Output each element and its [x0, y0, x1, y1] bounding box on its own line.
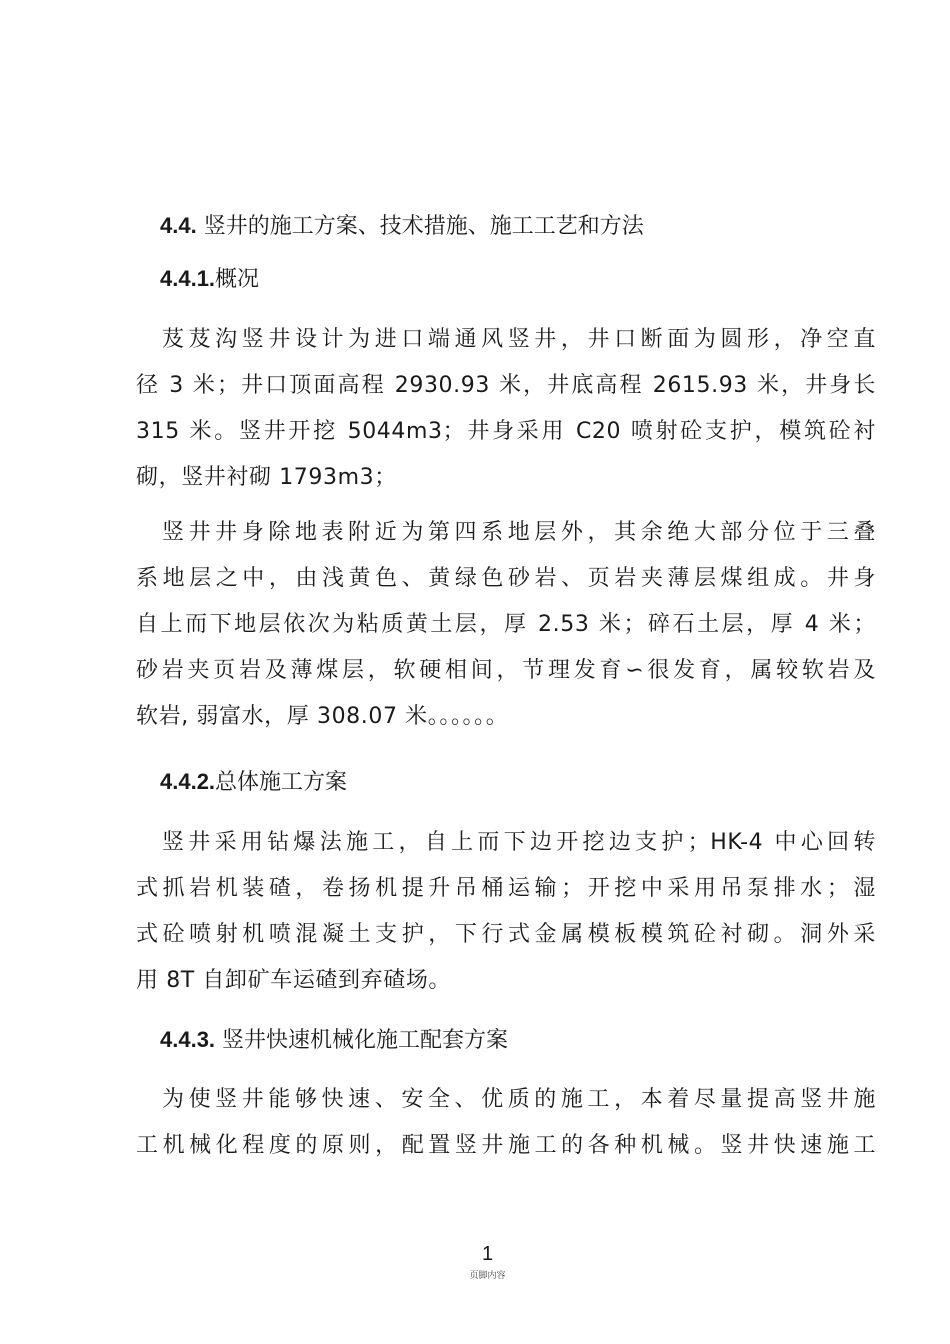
section-heading-4-4-1	[160, 264, 259, 295]
section-number: 4.4.1.	[160, 266, 216, 291]
paragraph-line: 式抓岩机装碴，卷扬机提升吊桶运输；开挖中采用吊泵排水；湿	[136, 876, 876, 901]
paragraph-line: 竖井采用钻爆法施工，自上而下边开挖边支护；HK-4 中心回转	[162, 830, 876, 855]
paragraph-geology	[136, 510, 876, 740]
paragraph-line: 为使竖井能够快速、安全、优质的施工，本着尽量提高竖井施	[162, 1087, 876, 1112]
paragraph-general-plan	[136, 820, 876, 1004]
paragraph-mechanization	[136, 1077, 876, 1169]
paragraph-line: 竖井井身除地表附近为第四系地层外，其余绝大部分位于三叠	[162, 520, 876, 545]
paragraph-line: 工机械化程度的原则，配置竖井施工的各种机械。竖井快速施工	[136, 1133, 876, 1158]
section-heading-4-4-2	[160, 767, 347, 798]
section-number: 4.4.2.	[160, 769, 216, 794]
section-title: 竖井快速机械化施工配套方案	[215, 1028, 509, 1053]
page-number: 1	[481, 1243, 494, 1265]
section-title: 竖井的施工方案、技术措施、施工工艺和方法	[196, 214, 644, 239]
paragraph-line: 系地层之中，由浅黄色、黄绿色砂岩、页岩夹薄层煤组成。井身	[136, 566, 876, 591]
paragraph-line: 式砼喷射机喷混凝土支护，下行式金属模板模筑砼衬砌。洞外采	[136, 922, 876, 947]
paragraph-line: 软岩, 弱富水，厚 308.07 米。。。。。。	[136, 704, 509, 729]
section-heading-4-4	[160, 211, 644, 242]
paragraph-line: 自上而下地层依次为粘质黄土层，厚 2.53 米；碎石土层，厚 4 米；	[136, 612, 876, 637]
section-title: 概况	[215, 267, 260, 292]
footer-text: 页脚内容	[469, 1271, 506, 1281]
paragraph-line: 用 8T 自卸矿车运碴到弃碴场。	[136, 968, 452, 993]
paragraph-overview	[136, 317, 876, 501]
paragraph-line: 砌，竖井衬砌 1793m3；	[136, 465, 397, 490]
section-number: 4.4.3.	[160, 1027, 216, 1052]
section-number: 4.4.	[160, 213, 197, 238]
paragraph-line: 315 米。竖井开挖 5044m3；井身采用 C20 喷射砼支护，模筑砼衬	[136, 419, 876, 444]
paragraph-line: 径 3 米；井口顶面高程 2930.93 米，井底高程 2615.93 米，井身长	[136, 373, 876, 398]
paragraph-line: 芨芨沟竖井设计为进口端通风竖井，井口断面为圆形，净空直	[162, 327, 876, 352]
section-title: 总体施工方案	[215, 770, 348, 795]
paragraph-line: 砂岩夹页岩及薄煤层，软硬相间，节理发育∽很发育，属较软岩及	[136, 658, 876, 683]
section-heading-4-4-3	[160, 1025, 508, 1056]
